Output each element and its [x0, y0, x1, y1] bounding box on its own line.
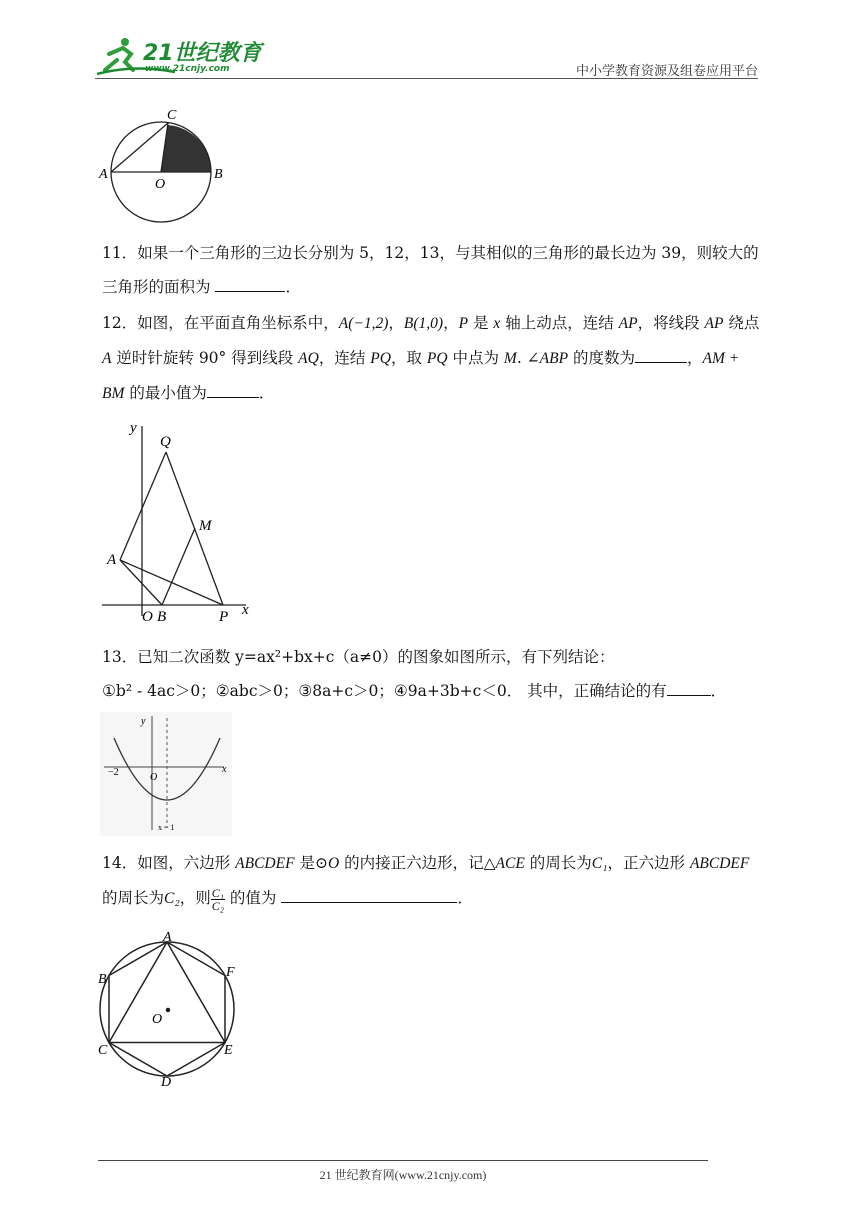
footer-text: 21 世纪教育网(www.21cnjy.com): [319, 1168, 487, 1182]
question-12: 12．如图，在平面直角坐标系中，A(−1,2)，B(1,0)，P 是 x 轴上动点，连结 AP，将线段 AP 绕点 A 逆时针旋转 90° 得到线段 AQ，连结 PQ，取 PQ 中点为 M. ∠ABP 的度数为 ，AM + BM 的最小值为 ．: [102, 314, 760, 402]
svg-text:C: C: [98, 1043, 108, 1058]
q14-answer-blank: [281, 884, 457, 903]
question-11: 11．如果一个三角形的三边长分别为 5，12，13，与其相似的三角形的最长边为 39，则较大的三角形的面积为 ．: [102, 244, 759, 296]
parabola-figure: [100, 712, 232, 836]
hexagon-figure: [95, 928, 245, 1088]
q13-line-2: ①b² - 4ac＞0；②abc＞0；③8a+c＞0；④9a+3b+c＜0． 其中，正确结论的有 ．: [102, 674, 762, 708]
question-13: [102, 640, 762, 708]
q11-text: 11．如果一个三角形的三边长分别为 5，12，13，与其相似的三角形的最长边为 39，则较大的三角形的面积为: [102, 244, 759, 296]
svg-text:B: B: [157, 609, 167, 625]
q13-answer-blank: [667, 677, 711, 696]
svg-text:−2: −2: [108, 767, 119, 778]
svg-text:O: O: [152, 1012, 163, 1027]
circle-sector-figure: [95, 105, 235, 225]
q13-line-1: 13．已知二次函数 y=ax²+bx+c（a≠0）的图象如图所示，有下列结论：: [102, 648, 615, 666]
q12-answer-blank-1: [635, 344, 687, 363]
svg-text:B: B: [98, 972, 107, 987]
svg-text:D: D: [161, 1075, 172, 1088]
svg-text:x: x: [222, 764, 227, 775]
svg-text:x: x: [242, 602, 249, 618]
logo-url: www.21cnjy.com: [145, 64, 230, 74]
svg-text:O: O: [142, 609, 153, 625]
q11-answer-blank: [215, 273, 285, 292]
label-A: A: [99, 167, 108, 182]
header-slogan: 中小学教育资源及组卷应用平台: [575, 64, 758, 79]
label-B: B: [214, 167, 223, 182]
svg-text:P: P: [219, 609, 229, 625]
svg-text:y: y: [130, 420, 137, 436]
q12-answer-blank-2: [207, 379, 259, 398]
footer-divider: [98, 1160, 708, 1161]
site-logo: [95, 34, 270, 80]
q14-fraction: $\frac{\text{C₁}}{\text{C₂}}$: [211, 885, 224, 913]
header-divider: [95, 78, 758, 79]
svg-text:O: O: [150, 772, 158, 783]
svg-text:x = 1: x = 1: [158, 823, 175, 832]
logo-text: 21世纪教育: [143, 41, 262, 66]
svg-text:y: y: [141, 716, 146, 727]
svg-text:E: E: [224, 1043, 233, 1058]
svg-text:A: A: [107, 552, 117, 568]
label-C: C: [167, 108, 177, 123]
coordinate-figure: [96, 418, 266, 628]
svg-text:Q: Q: [160, 434, 171, 450]
svg-text:M: M: [199, 518, 212, 534]
svg-text:F: F: [226, 965, 235, 980]
svg-text:A: A: [163, 930, 172, 945]
label-O: O: [155, 177, 166, 192]
question-14: 14．如图，六边形 ABCDEF 是⊙O 的内接正六边形，记△ACE 的周长为C₁，正六边形 ABCDEF 的周长为C₂，则 $\frac{\text{C₁}}{\text{C₂}}$ 的值为 ．: [102, 854, 750, 913]
